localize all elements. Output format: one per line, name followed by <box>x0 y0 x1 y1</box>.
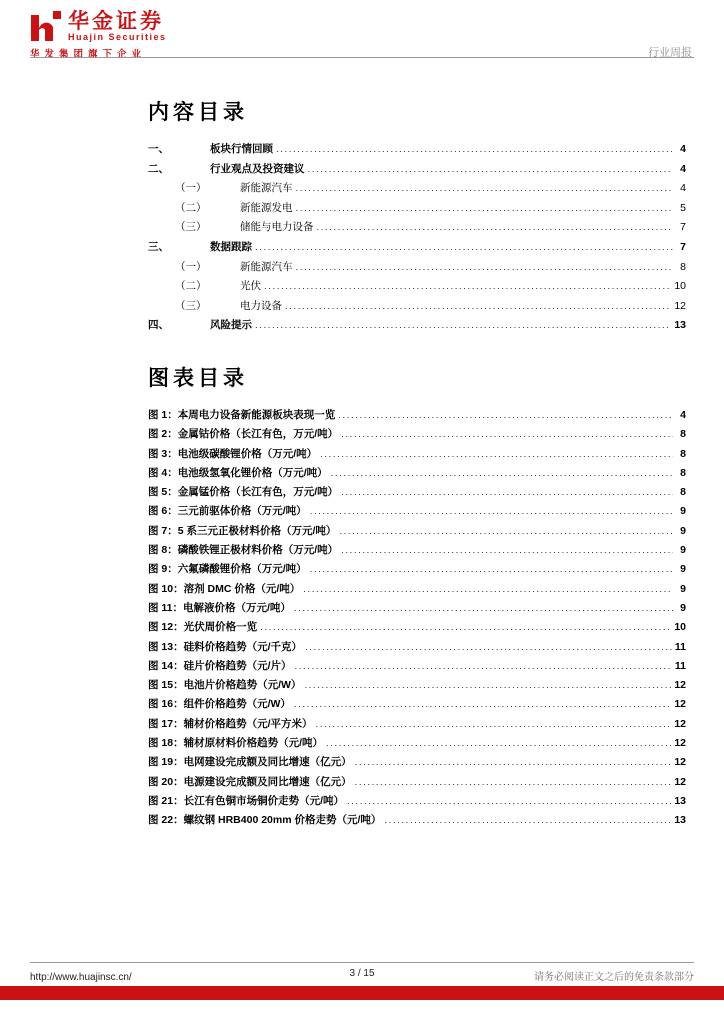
figure-toc-title: 图表目录 <box>148 364 248 390</box>
figure-toc-entry[interactable] <box>148 425 686 444</box>
figure-entry-page: 12 <box>674 775 686 788</box>
figure-toc-entry[interactable] <box>148 580 686 599</box>
figure-entry-label: 图 12：光伏周价格一览 <box>148 621 258 634</box>
figure-entry-label: 图 13：硅料价格趋势（元/千克） <box>148 640 303 653</box>
dot-leader <box>341 541 673 560</box>
figure-entry-label: 图 8：磷酸铁锂正极材料价格（万元/吨） <box>148 544 339 557</box>
dot-leader <box>355 773 672 792</box>
figure-entry-page: 12 <box>674 756 686 769</box>
figure-entry-label: 图 21：长江有色铜市场铜价走势（元/吨） <box>148 794 345 807</box>
figure-entry-label: 图 3：电池级碳酸锂价格（万元/吨） <box>148 447 318 460</box>
toc-entry-page: 4 <box>680 143 686 155</box>
dot-leader <box>276 140 673 160</box>
figure-entry-page: 10 <box>674 621 686 634</box>
toc-entry-number: （三） <box>175 221 207 234</box>
dot-leader <box>255 316 671 336</box>
dot-leader <box>326 734 671 753</box>
figure-entry-page: 4 <box>680 408 686 421</box>
figure-entry-page: 8 <box>680 486 686 499</box>
huajin-logo-icon <box>30 10 62 42</box>
toc-entry-number: 三、 <box>148 240 169 253</box>
toc-content <box>148 96 686 830</box>
figure-toc-entry[interactable] <box>148 464 686 483</box>
toc-entry-number: （二） <box>175 280 207 293</box>
figure-toc-entry[interactable] <box>148 734 686 753</box>
figure-entry-label: 图 4：电池级氢氧化锂价格（万元/吨） <box>148 466 328 479</box>
footer-divider <box>30 962 694 963</box>
figure-toc-entry[interactable] <box>148 502 686 521</box>
figure-entry-page: 13 <box>674 794 686 807</box>
dot-leader <box>296 258 674 278</box>
dot-leader <box>260 618 671 637</box>
toc-entry-number: 一、 <box>148 143 169 155</box>
dot-leader <box>320 445 673 464</box>
toc-entry-page: 10 <box>674 280 686 293</box>
figure-entry-page: 11 <box>674 659 686 672</box>
toc-entry[interactable] <box>148 160 686 180</box>
figure-entry-page: 9 <box>680 563 686 576</box>
logo-name-en: Huajin Securities <box>68 32 167 42</box>
toc-entry-label: 板块行情回顾 <box>210 143 273 155</box>
report-type-label: 行业周报 <box>648 47 692 59</box>
figure-entry-label: 图 20：电源建设完成额及同比增速（亿元） <box>148 775 352 788</box>
logo-name-cn: 华金证券 <box>68 8 164 33</box>
figure-entry-page: 8 <box>680 466 686 479</box>
toc-entry-label: 新能源发电 <box>240 201 293 214</box>
figure-entry-page: 12 <box>674 679 686 692</box>
dot-leader <box>347 792 671 811</box>
figure-entry-page: 8 <box>680 447 686 460</box>
dot-leader <box>316 715 672 734</box>
figure-toc-entry[interactable] <box>148 676 686 695</box>
dot-leader <box>310 560 673 579</box>
figure-toc-entry[interactable] <box>148 560 686 579</box>
figure-toc-entry[interactable] <box>148 541 686 560</box>
figure-toc-entry[interactable] <box>148 599 686 618</box>
dot-leader <box>308 160 674 180</box>
toc-entry-label: 光伏 <box>240 280 261 293</box>
dot-leader <box>295 657 672 676</box>
dot-leader <box>264 277 671 297</box>
figure-toc-entry[interactable] <box>148 792 686 811</box>
figure-entry-page: 11 <box>674 640 686 653</box>
figure-toc-entry[interactable] <box>148 753 686 772</box>
figure-toc-list <box>148 406 686 831</box>
toc-entry[interactable] <box>148 297 686 317</box>
figure-entry-label: 图 10：溶剂 DMC 价格（元/吨） <box>148 582 301 595</box>
figure-entry-page: 12 <box>674 736 686 749</box>
figure-entry-label: 图 22：螺纹钢 HRB400 20mm 价格走势（元/吨） <box>148 814 382 827</box>
figure-toc-entry[interactable] <box>148 522 686 541</box>
toc-entry-page: 4 <box>680 182 686 195</box>
dot-leader <box>294 599 673 618</box>
figure-entry-label: 图 14：硅片价格趋势（元/片） <box>148 659 292 672</box>
figure-toc-entry[interactable] <box>148 406 686 425</box>
figure-entry-page: 9 <box>680 524 686 537</box>
dot-leader <box>339 522 673 541</box>
figure-entry-page: 12 <box>674 717 686 730</box>
figure-entry-page: 9 <box>680 544 686 557</box>
figure-toc-entry[interactable] <box>148 715 686 734</box>
toc-entry-label: 行业观点及投资建议 <box>210 162 305 175</box>
footer-website-link[interactable]: http://www.huajinsc.cn/ <box>30 972 132 983</box>
logo-tagline: 华发集团旗下企业 <box>30 49 147 60</box>
toc-entry-label: 储能与电力设备 <box>240 221 314 234</box>
dot-leader <box>338 406 673 425</box>
figure-entry-page: 8 <box>680 428 686 441</box>
figure-entry-page: 13 <box>674 814 686 827</box>
figure-entry-label: 图 5：金属锰价格（长江有色，万元/吨） <box>148 486 339 499</box>
toc-entry-number: 四、 <box>148 319 169 332</box>
dot-leader <box>355 753 672 772</box>
toc-entry[interactable] <box>148 218 686 238</box>
figure-toc-entry[interactable] <box>148 811 686 830</box>
toc-entry-number: （三） <box>175 299 207 312</box>
figure-entry-label: 图 1：本周电力设备新能源板块表现一览 <box>148 408 336 421</box>
content-toc-title: 内容目录 <box>148 99 248 124</box>
dot-leader <box>310 502 673 521</box>
toc-entry-page: 7 <box>680 221 686 234</box>
figure-toc-entry[interactable] <box>148 618 686 637</box>
toc-entry-label: 新能源汽车 <box>240 260 293 273</box>
toc-entry[interactable] <box>148 277 686 297</box>
toc-entry-label: 数据跟踪 <box>210 240 252 253</box>
toc-entry-number: （一） <box>175 182 207 195</box>
figure-entry-label: 图 18：辅材原材料价格趋势（元/吨） <box>148 736 324 749</box>
figure-toc-entry[interactable] <box>148 638 686 657</box>
toc-entry-number: 二、 <box>148 162 169 175</box>
footer-disclaimer: 请务必阅读正文之后的免责条款部分 <box>534 972 694 983</box>
dot-leader <box>341 483 673 502</box>
figure-entry-label: 图 2：金属钴价格（长江有色，万元/吨） <box>148 428 339 441</box>
figure-entry-label: 图 7：5 系三元正极材料价格（万元/吨） <box>148 524 337 537</box>
figure-entry-page: 9 <box>680 505 686 518</box>
dot-leader <box>296 179 674 199</box>
toc-entry-number: （一） <box>175 260 207 273</box>
header-divider <box>30 57 694 58</box>
toc-entry[interactable] <box>148 258 686 278</box>
dot-leader <box>317 218 674 238</box>
figure-toc-entry[interactable] <box>148 695 686 714</box>
figure-entry-label: 图 16：组件价格趋势（元/W） <box>148 698 291 711</box>
figure-entry-label: 图 9：六氟磷酸锂价格（万元/吨） <box>148 563 307 576</box>
dot-leader <box>285 297 671 317</box>
toc-entry[interactable] <box>148 140 686 160</box>
toc-entry-label: 电力设备 <box>240 299 282 312</box>
figure-entry-page: 9 <box>680 601 686 614</box>
figure-entry-label: 图 19：电网建设完成额及同比增速（亿元） <box>148 756 352 769</box>
toc-entry-label: 风险提示 <box>210 319 252 332</box>
figure-entry-label: 图 17：辅材价格趋势（元/平方米） <box>148 717 313 730</box>
toc-entry[interactable] <box>148 179 686 199</box>
toc-entry-page: 13 <box>674 319 686 332</box>
dot-leader <box>304 676 671 695</box>
toc-entry-number: （二） <box>175 201 207 214</box>
footer-page-number: 3 / 15 <box>349 968 375 979</box>
figure-toc-entry[interactable] <box>148 483 686 502</box>
figure-entry-page: 12 <box>674 698 686 711</box>
figure-entry-label: 图 6：三元前驱体价格（万元/吨） <box>148 505 307 518</box>
footer-red-bar <box>0 986 724 1000</box>
dot-leader <box>305 638 672 657</box>
report-header <box>30 10 694 58</box>
figure-entry-label: 图 11：电解液价格（万元/吨） <box>148 601 291 614</box>
toc-entry[interactable] <box>148 316 686 336</box>
figure-toc-entry[interactable] <box>148 445 686 464</box>
toc-entry-page: 8 <box>680 260 686 273</box>
figure-toc-entry[interactable] <box>148 773 686 792</box>
figure-toc-entry[interactable] <box>148 657 686 676</box>
dot-leader <box>341 425 673 444</box>
toc-entry[interactable] <box>148 199 686 219</box>
dot-leader <box>303 580 673 599</box>
huajin-logo <box>30 10 694 43</box>
toc-entry-page: 4 <box>680 162 686 175</box>
page-footer <box>30 968 694 983</box>
content-toc-list <box>148 140 686 336</box>
dot-leader <box>294 695 671 714</box>
toc-entry-page: 7 <box>680 240 686 253</box>
toc-entry-page: 5 <box>680 201 686 214</box>
figure-entry-page: 9 <box>680 582 686 595</box>
logo-text-block <box>68 10 167 43</box>
dot-leader <box>255 238 673 258</box>
dot-leader <box>296 199 674 219</box>
toc-entry-label: 新能源汽车 <box>240 182 293 195</box>
toc-entry[interactable] <box>148 238 686 258</box>
dot-leader <box>384 811 671 830</box>
dot-leader <box>331 464 673 483</box>
toc-entry-page: 12 <box>674 299 686 312</box>
figure-entry-label: 图 15：电池片价格趋势（元/W） <box>148 679 302 692</box>
